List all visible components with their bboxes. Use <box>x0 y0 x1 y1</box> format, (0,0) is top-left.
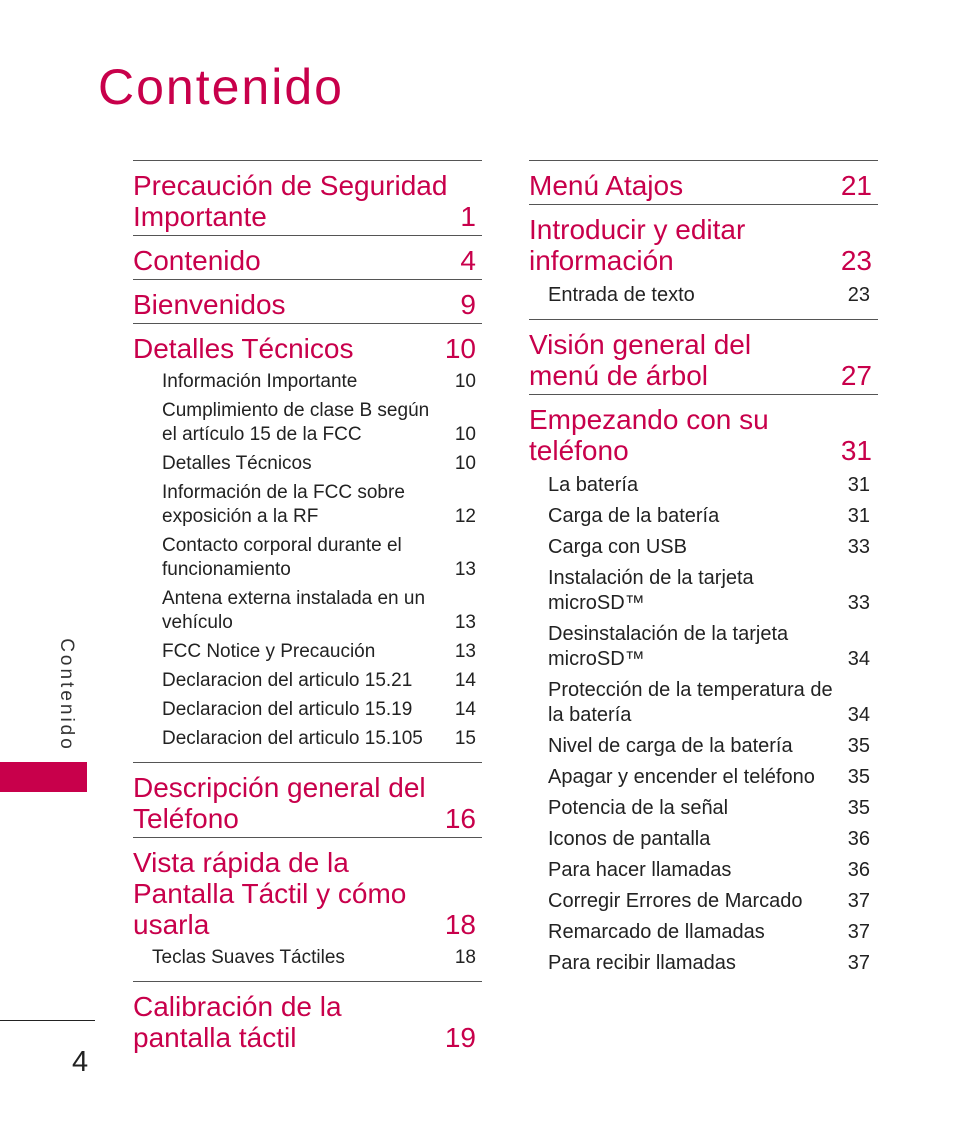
toc-subentry[interactable] <box>529 731 878 762</box>
toc-subentry[interactable] <box>133 696 482 725</box>
toc-subentry[interactable] <box>529 470 878 501</box>
toc-subentry-title[interactable]: La batería <box>548 474 639 496</box>
toc-subentry-title[interactable]: Cumplimiento de clase B según el artículo 15 de la FCC <box>162 400 430 445</box>
toc-subentry[interactable] <box>529 948 878 979</box>
toc-subentry-title[interactable]: Declaracion del articulo 15.21 <box>162 670 413 691</box>
toc-section-entry[interactable] <box>529 170 878 201</box>
toc-section-title[interactable]: Vista rápida de la Pantalla Táctil y cómo usarla <box>133 847 407 940</box>
toc-subentry-title[interactable]: Para recibir llamadas <box>548 952 736 974</box>
toc-subentry[interactable] <box>133 368 482 397</box>
toc-subentry-page: 14 <box>454 670 476 691</box>
toc-subentry[interactable] <box>529 886 878 917</box>
toc-subentry-title[interactable]: FCC Notice y Precaución <box>162 641 376 662</box>
toc-subentry-list <box>529 276 878 316</box>
toc-subentry-page: 33 <box>847 592 870 614</box>
toc-subentry-page: 18 <box>454 947 476 968</box>
toc-subentry[interactable] <box>133 585 482 638</box>
toc-subentry-page: 10 <box>454 424 476 445</box>
toc-subentry-page: 34 <box>847 704 870 726</box>
toc-subentry-page: 13 <box>454 641 476 662</box>
toc-section-title[interactable]: Precaución de Seguridad Importante <box>133 170 448 232</box>
toc-section-title[interactable]: Introducir y editar información <box>529 214 746 276</box>
toc-section-page: 9 <box>460 289 476 320</box>
toc-subentry[interactable] <box>133 667 482 696</box>
toc-subentry[interactable] <box>133 532 482 585</box>
toc-subentry-page: 23 <box>847 284 870 306</box>
toc-subentry[interactable] <box>133 725 482 754</box>
toc-subentry-list <box>133 364 482 759</box>
toc-section-page: 1 <box>460 201 476 232</box>
toc-section-entry[interactable] <box>133 289 482 320</box>
toc-subentry[interactable] <box>529 917 878 948</box>
toc-section <box>133 160 482 235</box>
toc-section-entry[interactable] <box>133 245 482 276</box>
side-section-label <box>52 632 80 757</box>
toc-section-entry[interactable] <box>133 847 482 940</box>
toc-subentry[interactable] <box>529 501 878 532</box>
toc-section <box>529 160 878 204</box>
toc-section-page: 23 <box>840 245 872 276</box>
toc-subentry-page: 13 <box>454 612 476 633</box>
toc-section-page: 21 <box>840 170 872 201</box>
toc-section-title[interactable]: Bienvenidos <box>133 289 286 320</box>
toc-left-column <box>133 160 482 1056</box>
toc-subentry-title[interactable]: Información Importante <box>162 371 358 392</box>
toc-subentry-page: 36 <box>847 828 870 850</box>
toc-subentry-title[interactable]: Información de la FCC sobre exposición a la RF <box>162 482 405 527</box>
toc-section <box>529 319 878 394</box>
toc-section-page: 31 <box>840 435 872 466</box>
toc-subentry-title[interactable]: Instalación de la tarjeta microSD™ <box>548 567 754 614</box>
page-number: 4 <box>72 1046 89 1078</box>
toc-section-page: 16 <box>444 803 476 834</box>
toc-subentry-page: 31 <box>847 505 870 527</box>
toc-subentry-list <box>529 466 878 984</box>
toc-subentry-page: 35 <box>847 797 870 819</box>
toc-subentry-title[interactable]: Nivel de carga de la batería <box>548 735 793 757</box>
toc-section-entry[interactable] <box>529 404 878 466</box>
toc-subentry[interactable] <box>529 619 878 675</box>
toc-subentry-title[interactable]: Potencia de la señal <box>548 797 729 819</box>
toc-subentry-page: 36 <box>847 859 870 881</box>
toc-subentry-list <box>133 940 482 978</box>
toc-subentry-page: 31 <box>847 474 870 496</box>
page-title: Contenido <box>98 59 344 115</box>
toc-subentry-title[interactable]: Remarcado de llamadas <box>548 921 765 943</box>
toc-section-page: 4 <box>460 245 476 276</box>
toc-section-title[interactable]: Descripción general del Teléfono <box>133 772 426 834</box>
toc-subentry-title[interactable]: Declaracion del articulo 15.19 <box>162 699 413 720</box>
toc-section-title[interactable]: Visión general del menú de árbol <box>529 329 752 391</box>
toc-subentry[interactable] <box>133 638 482 667</box>
toc-section-page: 10 <box>444 333 476 364</box>
toc-section-title[interactable]: Detalles Técnicos <box>133 333 354 364</box>
toc-subentry-title[interactable]: Detalles Técnicos <box>162 453 312 474</box>
toc-subentry-title[interactable]: Iconos de pantalla <box>548 828 711 850</box>
toc-subentry-page: 35 <box>847 735 870 757</box>
side-section-label-text: Contenido <box>56 637 77 752</box>
toc-subentry[interactable] <box>529 824 878 855</box>
toc-subentry-title[interactable]: Carga con USB <box>548 536 687 558</box>
toc-subentry-page: 13 <box>454 559 476 580</box>
toc-section-entry[interactable] <box>133 170 482 232</box>
toc-section <box>133 762 482 837</box>
toc-subentry[interactable] <box>529 532 878 563</box>
toc-subentry-page: 37 <box>847 921 870 943</box>
toc-subentry[interactable] <box>133 397 482 450</box>
toc-subentry-title[interactable]: Declaracion del articulo 15.105 <box>162 728 423 749</box>
toc-subentry[interactable] <box>529 563 878 619</box>
toc-subentry-page: 14 <box>454 699 476 720</box>
toc-subentry-title[interactable]: Corregir Errores de Marcado <box>548 890 803 912</box>
toc-section-title[interactable]: Menú Atajos <box>529 170 684 201</box>
toc-subentry[interactable] <box>529 793 878 824</box>
toc-subentry-page: 35 <box>847 766 870 788</box>
toc-section <box>133 981 482 1056</box>
toc-section-entry[interactable] <box>133 991 482 1053</box>
toc-subentry-title[interactable]: Desinstalación de la tarjeta microSD™ <box>548 623 789 670</box>
toc-section-title[interactable]: Calibración de la pantalla táctil <box>133 991 342 1053</box>
toc-section-page: 19 <box>444 1022 476 1053</box>
section-tab-marker <box>0 762 87 792</box>
toc-subentry[interactable] <box>529 855 878 886</box>
toc-subentry-title[interactable]: Para hacer llamadas <box>548 859 732 881</box>
toc-subentry-page: 34 <box>847 648 870 670</box>
toc-section-title[interactable]: Contenido <box>133 245 261 276</box>
toc-subentry-page: 15 <box>454 728 476 749</box>
toc-subentry-title[interactable]: Apagar y encender el teléfono <box>548 766 815 788</box>
toc-subentry[interactable] <box>133 944 482 973</box>
toc-subentry-page: 37 <box>847 890 870 912</box>
toc-subentry-page: 10 <box>454 453 476 474</box>
toc-section-page: 18 <box>444 909 476 940</box>
toc-subentry[interactable] <box>529 762 878 793</box>
toc-section <box>133 235 482 279</box>
toc-subentry-page: 37 <box>847 952 870 974</box>
toc-right-column <box>529 160 878 987</box>
toc-subentry-page: 10 <box>454 371 476 392</box>
toc-subentry-title[interactable]: Contacto corporal durante el funcionamiento <box>162 535 402 580</box>
toc-section-title[interactable]: Empezando con su teléfono <box>529 404 769 466</box>
toc-subentry-title[interactable]: Protección de la temperatura de la batería <box>548 679 833 726</box>
toc-section-entry[interactable] <box>529 214 878 276</box>
toc-subentry-page: 12 <box>454 506 476 527</box>
toc-section <box>133 837 482 981</box>
toc-subentry[interactable] <box>133 450 482 479</box>
toc-section <box>529 394 878 987</box>
toc-section-entry[interactable] <box>133 333 482 364</box>
toc-subentry[interactable] <box>529 675 878 731</box>
toc-subentry[interactable] <box>133 479 482 532</box>
toc-section-entry[interactable] <box>133 772 482 834</box>
toc-subentry-title[interactable]: Carga de la batería <box>548 505 720 527</box>
toc-section-entry[interactable] <box>529 329 878 391</box>
toc-subentry-page: 33 <box>847 536 870 558</box>
toc-section-page: 27 <box>840 360 872 391</box>
toc-subentry-title[interactable]: Antena externa instalada en un vehículo <box>162 588 426 633</box>
toc-section <box>133 279 482 323</box>
toc-section <box>529 204 878 319</box>
toc-subentry[interactable] <box>529 280 878 311</box>
toc-section <box>133 323 482 762</box>
toc-subentry-title[interactable]: Teclas Suaves Táctiles <box>152 947 345 968</box>
toc-subentry-title[interactable]: Entrada de texto <box>548 284 695 306</box>
footer-rule <box>0 1020 95 1021</box>
